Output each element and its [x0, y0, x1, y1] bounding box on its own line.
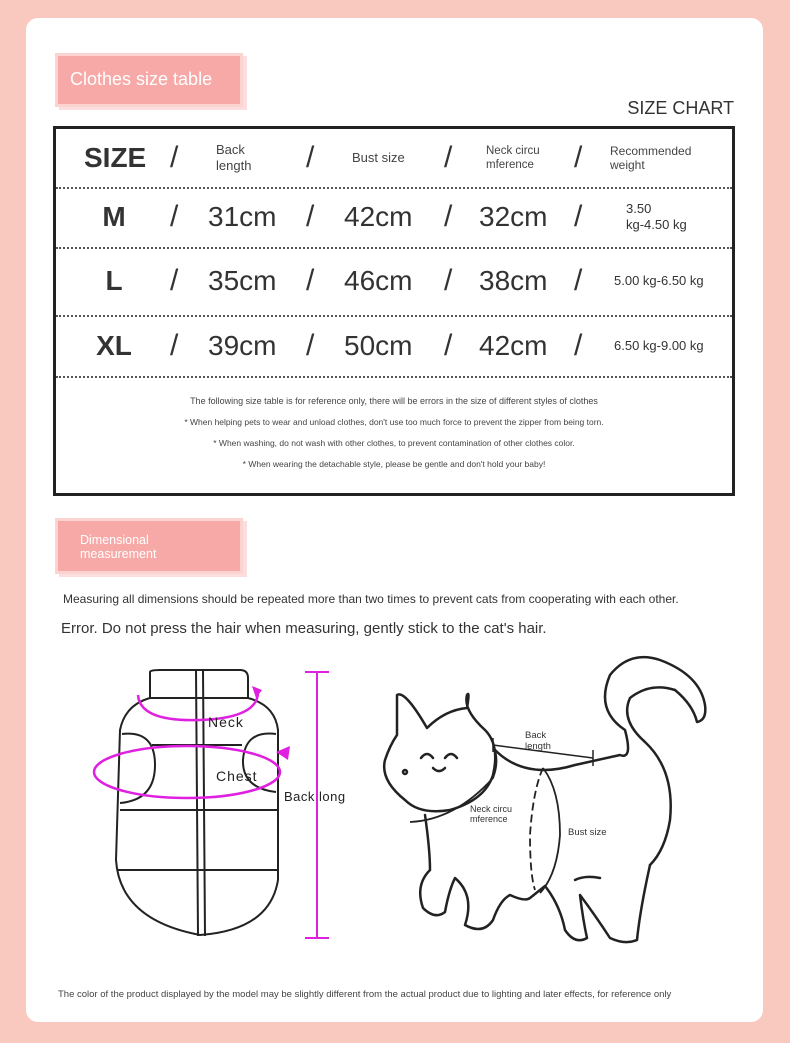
row-neck: 38cm: [479, 265, 548, 296]
row-weight: 6.50 kg-9.00 kg: [614, 337, 704, 353]
size-table: [53, 126, 735, 496]
row-bust: 46cm: [344, 265, 413, 296]
row-size: M: [102, 201, 126, 232]
note-line: * When wearing the detachable style, please be gentle and don't hold your baby!: [242, 459, 546, 469]
row-bust: 42cm: [344, 201, 413, 232]
separator: /: [444, 328, 453, 362]
separator: /: [170, 200, 179, 233]
row-weight: 5.00 kg-6.50 kg: [614, 273, 704, 288]
note-line: * When washing, do not wash with other clothes, to prevent contamination of other clothes color.: [213, 438, 575, 448]
table-row: [56, 315, 732, 378]
header-neck: Neck circu mference: [486, 145, 540, 171]
table-row: [56, 247, 732, 317]
row-back-length: 39cm: [208, 329, 277, 361]
separator: /: [306, 200, 315, 233]
header-back-length: Back length: [216, 142, 252, 173]
separator: /: [444, 264, 453, 297]
badge-label: Clothes size table: [70, 69, 213, 89]
separator: /: [574, 141, 583, 174]
row-neck: 42cm: [479, 329, 548, 361]
neck-circumference-label-1: Neck circu: [470, 804, 513, 814]
row-back-length: 31cm: [208, 201, 277, 232]
separator: /: [306, 264, 315, 297]
row-bust: 50cm: [344, 329, 413, 361]
separator: /: [574, 328, 583, 362]
table-row: [56, 187, 732, 249]
separator: /: [170, 264, 179, 297]
bust-size-label: Bust size: [568, 827, 607, 838]
footer-disclaimer: The color of the product displayed by the model may be slightly different from the actual product due to lighting and later effects, for reference only: [58, 989, 672, 1000]
row-weight: 3.50 kg-4.50 kg: [626, 201, 687, 232]
separator: /: [574, 200, 583, 233]
coat-diagram: [80, 660, 360, 950]
measure-instruction-1: Measuring all dimensions should be repeated more than two times to prevent cats from cooperating with each other.: [63, 592, 679, 606]
separator: /: [170, 141, 179, 174]
row-neck: 32cm: [479, 201, 548, 232]
separator: /: [306, 328, 315, 362]
neck-circumference-label-2: mference: [470, 814, 508, 824]
note-line: The following size table is for reference only, there will be errors in the size of different styles of clothes: [190, 396, 598, 406]
table-header-row: [56, 129, 732, 189]
separator: /: [574, 264, 583, 297]
clothes-size-table-badge: [58, 56, 240, 104]
separator: /: [170, 328, 179, 362]
separator: /: [306, 141, 315, 174]
header-bust-size: Bust size: [352, 150, 405, 165]
cat-diagram: [375, 650, 720, 950]
row-back-length: 35cm: [208, 265, 277, 296]
badge-label-line2: measurement: [80, 547, 157, 561]
dimensional-measurement-badge: [58, 521, 240, 571]
header-weight: Recommended weight: [610, 144, 692, 172]
back-length-label-1: Back: [525, 730, 547, 741]
back-length-label-2: length: [525, 741, 551, 752]
row-size: L: [105, 265, 123, 296]
size-chart-label: SIZE CHART: [627, 98, 734, 118]
chest-label: Chest: [216, 768, 258, 784]
back-long-label: Back long: [284, 789, 346, 804]
row-size: XL: [96, 329, 132, 361]
header-size: SIZE: [84, 142, 147, 173]
neck-label: Neck: [208, 714, 244, 730]
separator: /: [444, 141, 453, 174]
separator: /: [444, 200, 453, 233]
note-line: * When helping pets to wear and unload clothes, don't use too much force to prevent the zipper from being torn.: [184, 417, 604, 427]
badge-label-line1: Dimensional: [80, 533, 149, 547]
measure-instruction-2: Error. Do not press the hair when measuring, gently stick to the cat's hair.: [61, 620, 547, 637]
table-notes: [56, 391, 732, 475]
